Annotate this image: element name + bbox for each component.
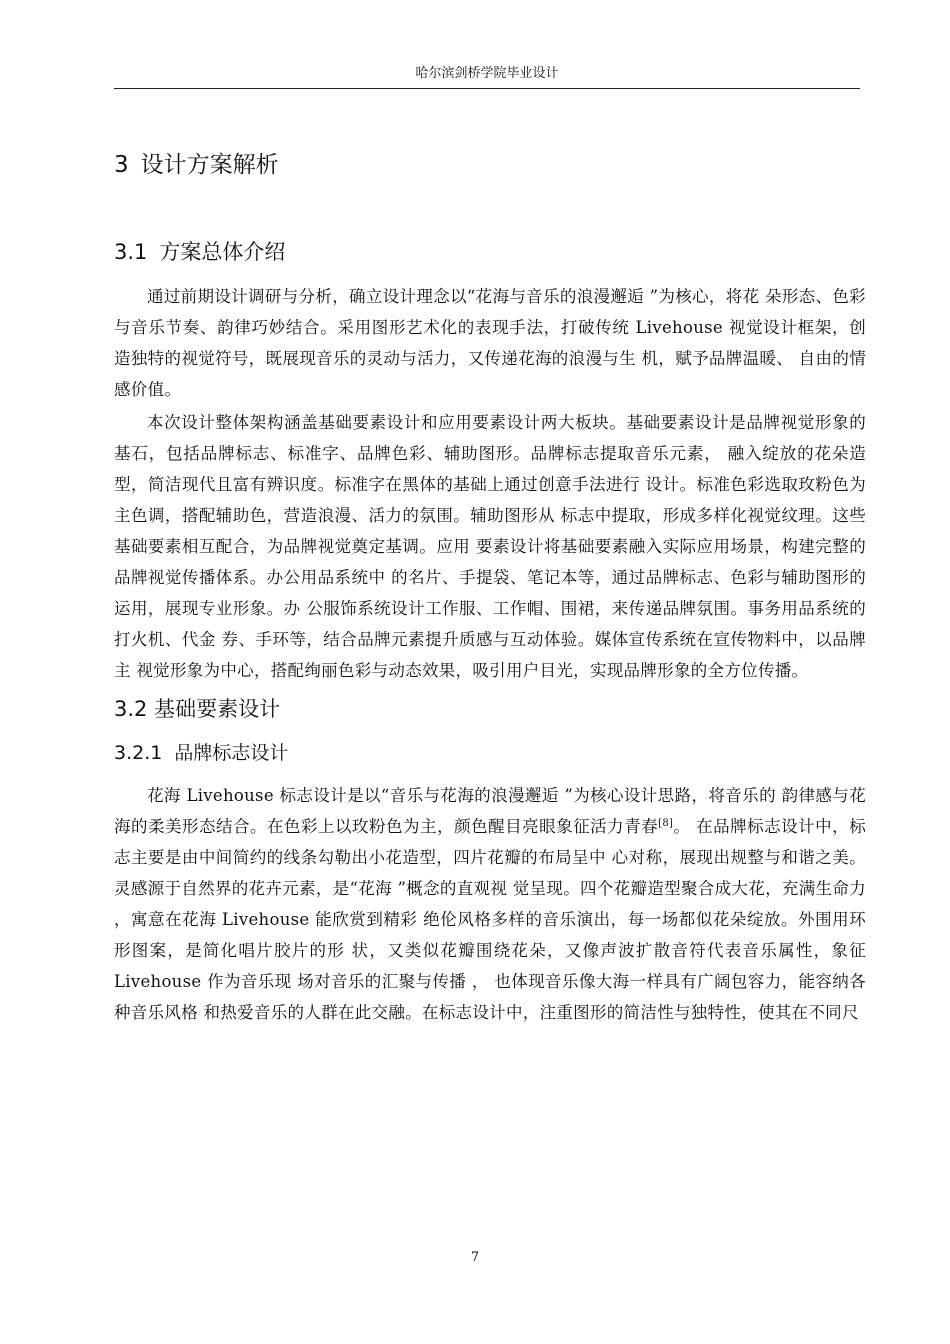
chapter-heading [114, 145, 866, 185]
section-number: 3.2 [114, 697, 148, 721]
document-body [114, 145, 866, 1028]
paragraph-design-structure: 本次设计整体架构涵盖基础要素设计和应用要素设计两大板块。基础要素设计是品牌视觉形象的基石，包括品牌标志、标准字、品牌色彩、辅助图形。品牌标志提取音乐元素， 融入绽放的花朵造型，简洁现代且富有辨识度。标准字在黑体的基础上通过创意手法进行 设计。标准色彩选取玫粉色为主色调，搭配辅助色，营造浪漫、活力的氛围。辅助图形从 标志中提取，形成多样化视觉纹理。这些基础要素相互配合，为品牌视觉奠定基调。应用 要素设计将基础要素融入实际应用场景，构建完整的品牌视觉传播体系。办公用品系统中 的名片、手提袋、笔记本等，通过品牌标志、色彩与辅助图形的运用，展现专业形象。办 公服饰系统设计工作服、工作帽、围裙，来传递品牌氛围。事务用品系统的打火机、代金 券、手环等，结合品牌元素提升质感与互动体验。媒体宣传系统在宣传物料中，以品牌主 视觉形象为中心，搭配绚丽色彩与动态效果，吸引用户目光，实现品牌形象的全方位传播。 [114, 413, 866, 680]
chapter-number: 3 [114, 152, 129, 178]
paragraph-design-concept: 通过前期设计调研与分析，确立设计理念以“花海与音乐的浪漫邂逅 ”为核心，将花 朵形态、色彩与音乐节奏、韵律巧妙结合。采用图形艺术化的表现手法，打破传统 Livehouse 视觉设计框架，创造独特的视觉符号，既展现音乐的灵动与活力，又传递花海的浪漫与生 机，赋予品牌温暖、 自由的情感价值。 [114, 287, 866, 399]
paragraph-logo-design [114, 780, 866, 1028]
section-number: 3.1 [114, 240, 148, 264]
citation-reference[interactable]: [8] [658, 818, 674, 829]
subsection-number: 3.2.1 [114, 742, 163, 764]
header-divider [114, 88, 860, 89]
paragraph-text-part-2: 。 在品牌标志设计中，标志主要是由中间简约的线条勾勒出小花造型，四片花瓣的布局呈中 心对称，展现出规整与和谐之美。灵感源于自然界的花卉元素，是“花海 ”概念的直观视 觉呈现。四个花瓣造型聚合成大花，充满生命力 ，寓意在花海 Livehouse 能欣赏到精彩 绝伦风格多样的音乐演出，每一场都似花朵绽放。外围用环形图案，是简化唱片胶片的形 状，又类似花瓣围绕花朵，又像声波扩散音符代表音乐属性，象征 Livehouse 作为音乐现 场对音乐的汇聚与传播 ， 也体现音乐像大海一样具有广阔包容力，能容纳各种音乐风格 和热爱音乐的人群在此交融。在标志设计中，注重图形的简洁性与独特性，使其在不同尺 [114, 817, 866, 1022]
paragraph-text-part-1: 花海 Livehouse 标志设计是以“音乐与花海的浪漫邂逅 ”为核心设计思路，将音乐的 韵律感与花海的柔美形态结合。在色彩上以玫粉色为主，颜色醒目亮眼象征活力青春 [114, 786, 866, 836]
section-heading-3-2 [114, 690, 866, 728]
page-number: 7 [470, 1250, 480, 1265]
page-header: 哈尔滨剑桥学院毕业设计 [415, 66, 559, 81]
subsection-title: 品牌标志设计 [174, 742, 289, 764]
chapter-title: 设计方案解析 [140, 152, 279, 178]
subsection-heading-3-2-1 [114, 734, 866, 772]
section-title: 方案总体介绍 [159, 240, 286, 264]
section-title: 基础要素设计 [154, 697, 281, 721]
section-heading-3-1 [114, 233, 866, 271]
